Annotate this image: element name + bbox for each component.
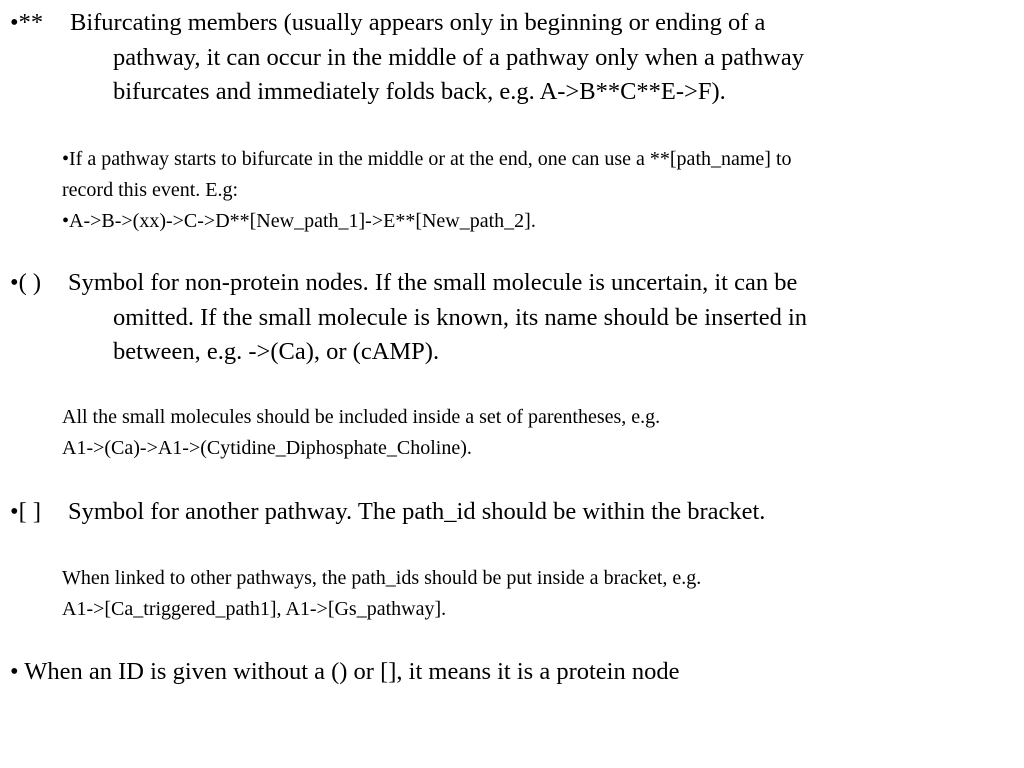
bullet-brackets-line-1: •[ ] Symbol for another pathway. The path_id should be within the bracket. [10, 495, 765, 529]
bullet-marker: •[ ] [10, 498, 42, 525]
bullet-marker: •( ) [10, 269, 42, 296]
bullet-parentheses-line-3: between, e.g. ->(Ca), or (cAMP). [113, 338, 440, 365]
bullet-parentheses-line-2: omitted. If the small molecule is known, its name should be inserted in [113, 304, 808, 331]
sub-note-line-2: record this event. E.g: [62, 179, 239, 201]
bullet-bifurcating-line-1: •** Bifurcating members (usually appears only in beginning or ending of a [10, 6, 765, 40]
sub-note-line-1: •If a pathway starts to bifurcate in the middle or at the end, one can use a **[path_name] to [62, 148, 792, 170]
sub-note-line-2: A1->(Ca)->A1->(Cytidine_Diphosphate_Choline). [62, 437, 472, 459]
bullet-marker: •** [10, 9, 44, 36]
sub-note-line-2: A1->[Ca_triggered_path1], A1->[Gs_pathway]. [62, 598, 447, 620]
bullet-bifurcating-line-3: bifurcates and immediately folds back, e.g. A->B**C**E->F). [113, 78, 726, 105]
bullet-bifurcating-line-2: pathway, it can occur in the middle of a pathway only when a pathway [113, 44, 804, 71]
bullet-parentheses-line-1: •( ) Symbol for non-protein nodes. If the small molecule is uncertain, it can be [10, 266, 797, 300]
sub-note-line-1: When linked to other pathways, the path_ids should be put inside a bracket, e.g. [62, 567, 702, 589]
bullet-protein-node: • When an ID is given without a () or [], it means it is a protein node [10, 658, 680, 685]
sub-note-line-3: •A->B->(xx)->C->D**[New_path_1]->E**[New_path_2]. [62, 210, 536, 232]
sub-note-line-1: All the small molecules should be included inside a set of parentheses, e.g. [62, 406, 661, 428]
